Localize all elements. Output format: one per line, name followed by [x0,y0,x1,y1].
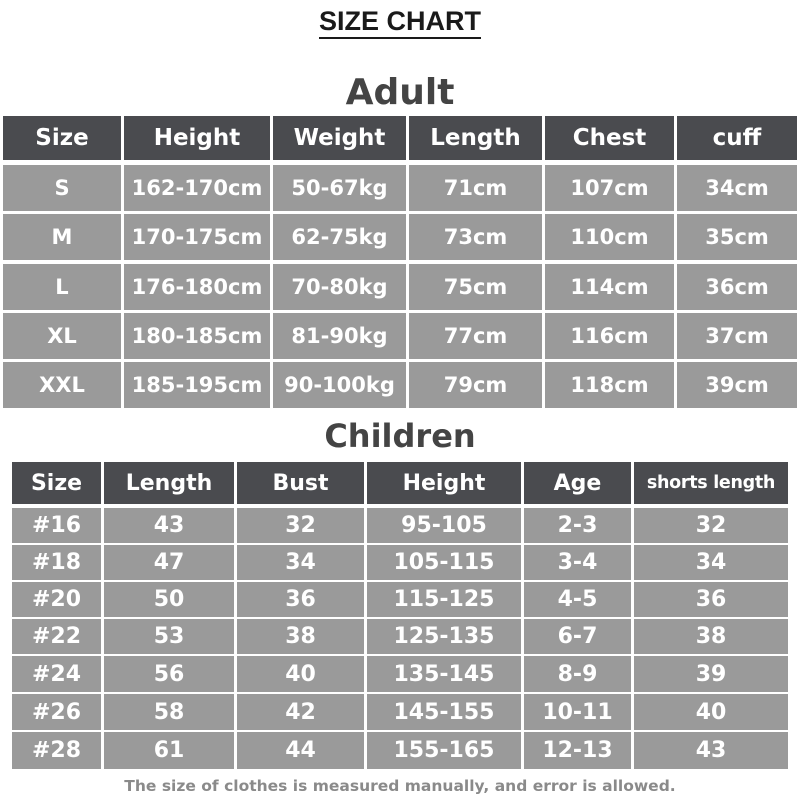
table-cell: 180-185cm [124,313,270,359]
table-cell: 50 [104,582,234,617]
table-cell: 105-115 [367,545,521,580]
table-cell: 34 [634,545,788,580]
adult-size-table [3,116,797,410]
column-header: Length [409,116,542,160]
table-cell: 10-11 [524,694,631,730]
table-cell: 90-100kg [273,362,406,408]
table-cell: 34cm [677,165,797,211]
table-cell: 70-80kg [273,264,406,310]
table-row [3,313,797,359]
table-cell: 34 [237,545,364,580]
table-cell: 35cm [677,214,797,260]
table-row [12,732,788,769]
column-header: Bust [237,462,364,504]
table-cell: 155-165 [367,732,521,769]
table-cell: #28 [12,732,101,769]
size-chart-title-text: SIZE CHART [319,6,481,39]
table-cell: 3-4 [524,545,631,580]
table-cell: 42 [237,694,364,730]
table-cell: 115-125 [367,582,521,617]
size-chart-title [0,6,800,37]
table-cell: 12-13 [524,732,631,769]
table-cell: 8-9 [524,656,631,692]
table-cell: 32 [237,508,364,543]
adult-heading: Adult [345,72,455,113]
table-cell: 53 [104,619,234,654]
table-row [12,656,788,692]
table-row [12,694,788,730]
table-cell: 170-175cm [124,214,270,260]
table-cell: 39cm [677,362,797,408]
table-cell: 145-155 [367,694,521,730]
table-cell: 40 [634,694,788,730]
column-header: Length [104,462,234,504]
table-cell: #18 [12,545,101,580]
table-cell: 114cm [545,264,674,310]
table-row [12,545,788,580]
column-header: cuff [677,116,797,160]
column-header: Age [524,462,631,504]
table-cell: 39 [634,656,788,692]
table-cell: 37cm [677,313,797,359]
table-cell: 81-90kg [273,313,406,359]
children-size-table [12,462,788,771]
column-header: shorts length [634,462,788,504]
column-header: Height [124,116,270,160]
column-header: Size [3,116,121,160]
table-cell: 71cm [409,165,542,211]
table-cell: L [3,264,121,310]
table-cell: 58 [104,694,234,730]
table-cell: 32 [634,508,788,543]
table-cell: 110cm [545,214,674,260]
column-header: Chest [545,116,674,160]
table-cell: 38 [634,619,788,654]
table-row [12,619,788,654]
table-cell: 77cm [409,313,542,359]
table-cell: #24 [12,656,101,692]
table-cell: 43 [634,732,788,769]
table-cell: 125-135 [367,619,521,654]
table-cell: 47 [104,545,234,580]
table-cell: 44 [237,732,364,769]
table-cell: 135-145 [367,656,521,692]
measurement-note: The size of clothes is measured manually, and error is allowed. [124,777,676,795]
column-header: Size [12,462,101,504]
table-row [3,264,797,310]
table-cell: #22 [12,619,101,654]
table-cell: #26 [12,694,101,730]
table-cell: 75cm [409,264,542,310]
table-cell: 79cm [409,362,542,408]
table-cell: 6-7 [524,619,631,654]
table-cell: 36cm [677,264,797,310]
table-row [3,362,797,408]
table-cell: 73cm [409,214,542,260]
table-cell: 43 [104,508,234,543]
table-row [12,582,788,617]
table-cell: S [3,165,121,211]
table-cell: 107cm [545,165,674,211]
table-row [12,508,788,543]
table-cell: 40 [237,656,364,692]
column-header: Weight [273,116,406,160]
table-row [3,165,797,211]
table-cell: 56 [104,656,234,692]
children-header-row [12,462,788,504]
table-cell: XL [3,313,121,359]
table-cell: XXL [3,362,121,408]
table-cell: #20 [12,582,101,617]
table-cell: 185-195cm [124,362,270,408]
table-cell: 95-105 [367,508,521,543]
table-cell: 36 [634,582,788,617]
table-cell: 176-180cm [124,264,270,310]
table-cell: 50-67kg [273,165,406,211]
table-cell: M [3,214,121,260]
column-header: Height [367,462,521,504]
table-cell: 118cm [545,362,674,408]
table-cell: 62-75kg [273,214,406,260]
table-cell: 4-5 [524,582,631,617]
table-row [3,214,797,260]
table-cell: 38 [237,619,364,654]
adult-header-row [3,116,797,160]
table-cell: 116cm [545,313,674,359]
table-cell: 162-170cm [124,165,270,211]
table-cell: 2-3 [524,508,631,543]
table-cell: 61 [104,732,234,769]
table-cell: #16 [12,508,101,543]
table-cell: 36 [237,582,364,617]
children-heading: Children [324,417,476,455]
